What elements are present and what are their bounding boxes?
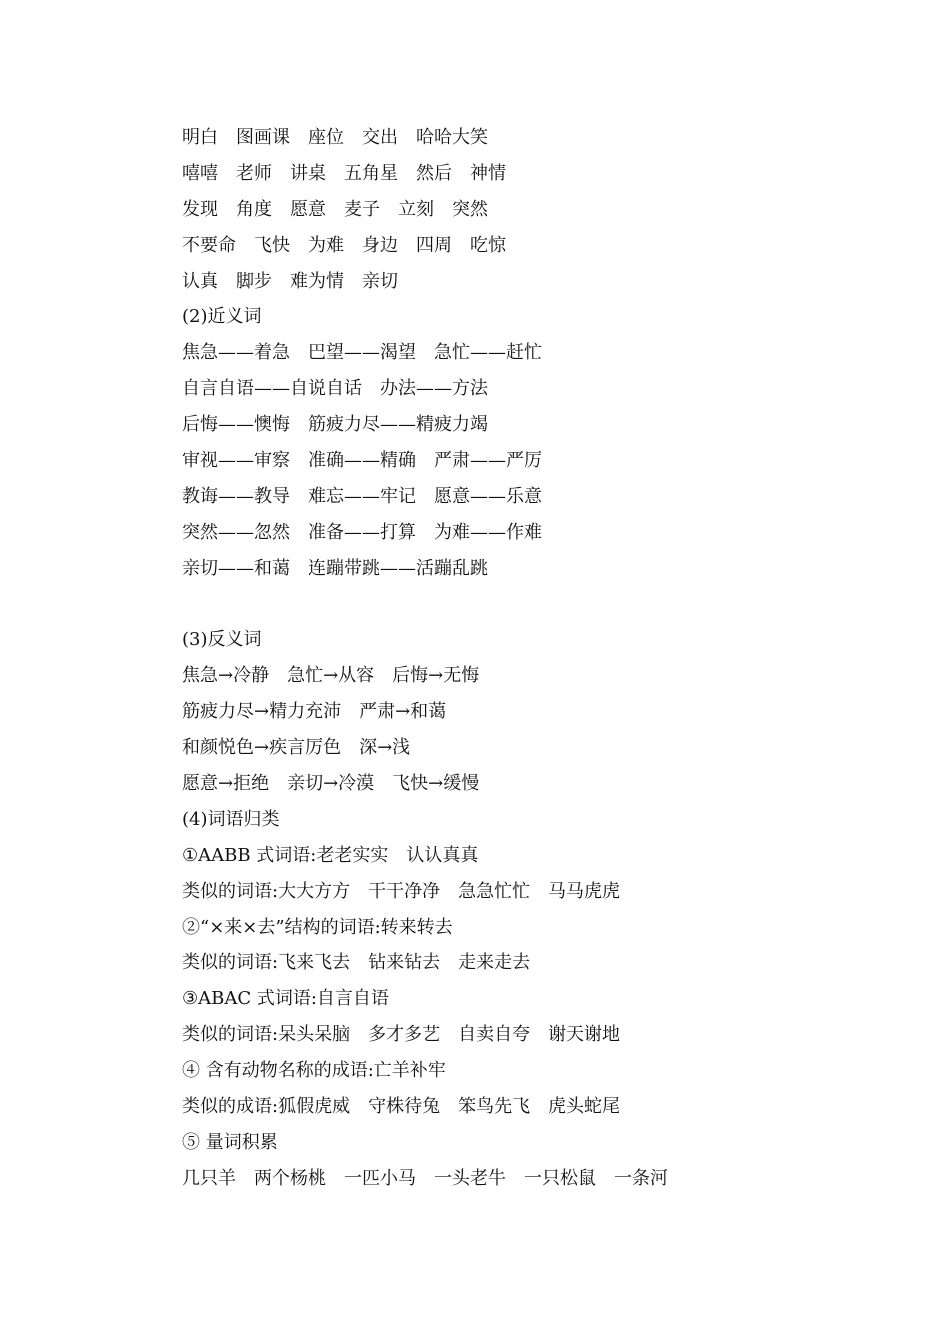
antonym-line: 和颜悦色→疾言厉色 深→浅 bbox=[182, 737, 411, 759]
synonym-line: 自言自语——自说自话 办法——方法 bbox=[182, 378, 488, 400]
classification-line: ④ 含有动物名称的成语:亡羊补牢 bbox=[182, 1060, 446, 1082]
word-list-line: 认真 脚步 难为情 亲切 bbox=[182, 270, 398, 292]
synonym-line: 突然——忽然 准备——打算 为难——作难 bbox=[182, 521, 542, 543]
measure-word-line: 几只羊 两个杨桃 一匹小马 一头老牛 一只松鼠 一条河 bbox=[182, 1167, 668, 1189]
word-list-line: 嘻嘻 老师 讲桌 五角星 然后 神情 bbox=[182, 162, 506, 184]
synonym-line: 教诲——教导 难忘——牢记 愿意——乐意 bbox=[182, 485, 542, 507]
section-heading-synonyms: (2)近义词 bbox=[182, 306, 262, 328]
antonym-line: 焦急→冷静 急忙→从容 后悔→无悔 bbox=[182, 665, 480, 687]
classification-line: 类似的成语:狐假虎威 守株待兔 笨鸟先飞 虎头蛇尾 bbox=[182, 1096, 621, 1118]
section-heading-classification: (4)词语归类 bbox=[182, 808, 280, 830]
classification-line: ③ABAC 式词语:自言自语 bbox=[182, 988, 389, 1010]
antonym-line: 筋疲力尽→精力充沛 严肃→和蔼 bbox=[182, 701, 447, 723]
synonym-line: 后悔——懊悔 筋疲力尽——精疲力竭 bbox=[182, 414, 488, 436]
section-heading-antonyms: (3)反义词 bbox=[182, 629, 262, 651]
classification-line: ①AABB 式词语:老老实实 认认真真 bbox=[182, 844, 479, 866]
blank-line bbox=[182, 587, 902, 623]
classification-line: 类似的词语:大大方方 干干净净 急急忙忙 马马虎虎 bbox=[182, 880, 621, 902]
word-list-line: 不要命 飞快 为难 身边 四周 吃惊 bbox=[182, 234, 506, 256]
classification-line: ②“×来×去”结构的词语:转来转去 bbox=[182, 916, 453, 938]
classification-line: 类似的词语:飞来飞去 钻来钻去 走来走去 bbox=[182, 952, 531, 974]
classification-line: ⑤ 量词积累 bbox=[182, 1131, 278, 1153]
synonym-line: 亲切——和蔼 连蹦带跳——活蹦乱跳 bbox=[182, 557, 488, 579]
antonym-line: 愿意→拒绝 亲切→冷漠 飞快→缓慢 bbox=[182, 773, 480, 795]
classification-line: 类似的词语:呆头呆脑 多才多艺 自卖自夸 谢天谢地 bbox=[182, 1024, 621, 1046]
word-list-line: 明白 图画课 座位 交出 哈哈大笑 bbox=[182, 127, 488, 148]
synonym-line: 审视——审察 准确——精确 严肃——严厉 bbox=[182, 450, 542, 472]
synonym-line: 焦急——着急 巴望——渴望 急忙——赶忙 bbox=[182, 342, 542, 364]
word-list-line: 发现 角度 愿意 麦子 立刻 突然 bbox=[182, 198, 488, 220]
document-page bbox=[182, 120, 902, 1197]
